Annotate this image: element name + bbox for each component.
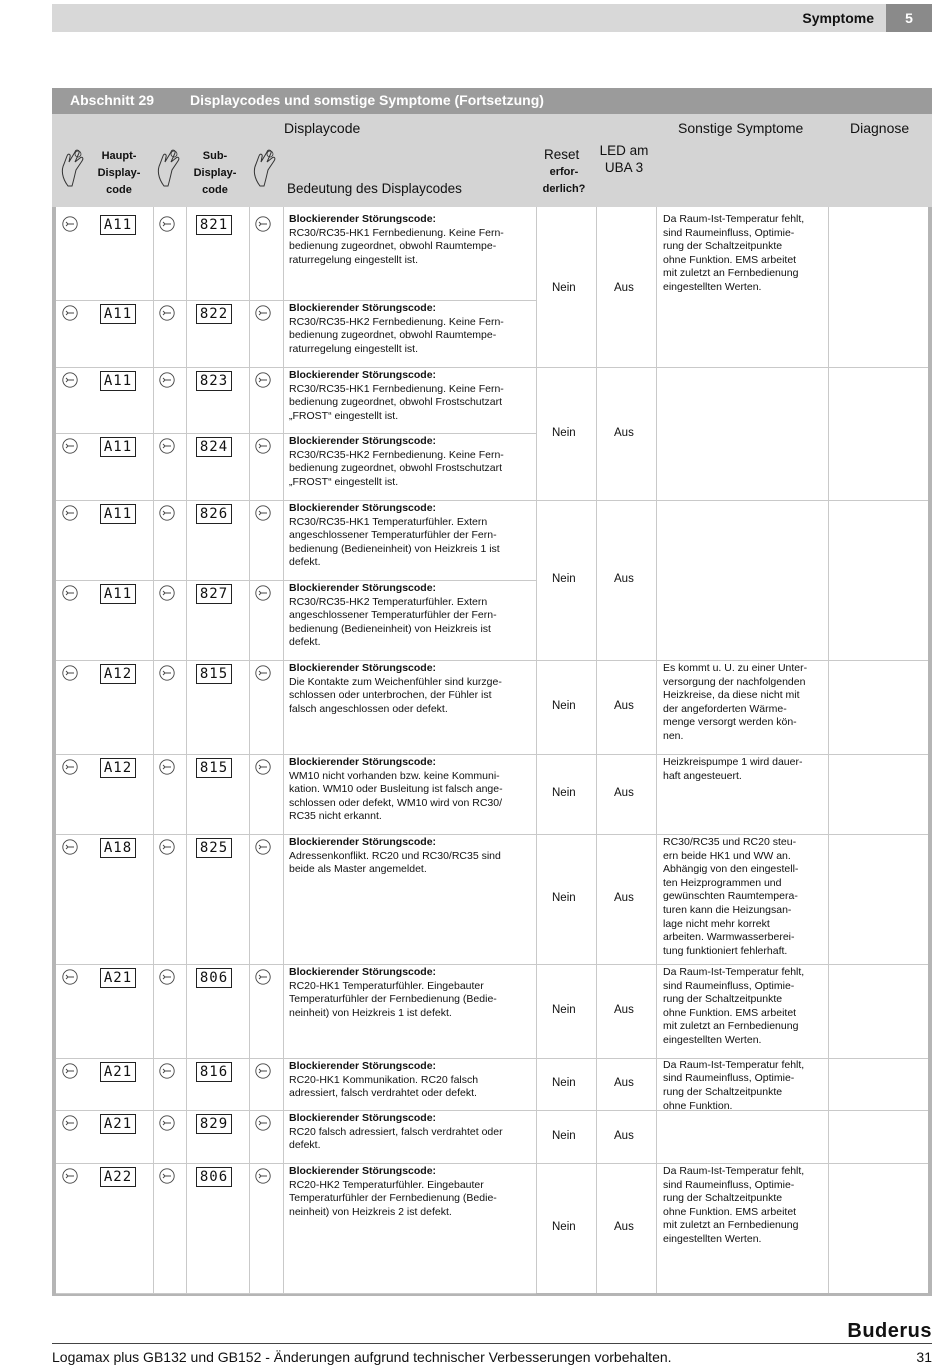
wrench-icon	[159, 1115, 175, 1131]
other-symptoms: Heizkreispumpe 1 wird dauer- haft angesteuert.	[663, 756, 803, 782]
wrench-icon	[62, 372, 78, 388]
reset-required: Nein	[552, 1221, 576, 1233]
wrench-icon	[62, 505, 78, 521]
group-divider	[536, 367, 928, 368]
row-divider	[56, 433, 536, 434]
description-text: RC20-HK2 Temperaturfühler. Eingebauter Temperaturfühler der Fernbedienung (Bedie- neinheit) von Heizkreis 2 ist defekt.	[289, 1178, 497, 1218]
wrench-icon	[62, 305, 78, 321]
led-status: Aus	[614, 1129, 634, 1142]
led-status: Aus	[614, 1077, 634, 1089]
description-text: Adressenkonflikt. RC20 und RC30/RC35 sind beide als Master angemeldet.	[289, 849, 501, 876]
row-divider	[56, 500, 536, 501]
reset-required: Nein	[552, 892, 576, 904]
wrench-icon	[159, 1168, 175, 1184]
row-divider	[56, 660, 536, 661]
row-divider	[56, 367, 536, 368]
row-divider	[56, 1110, 536, 1111]
led-status: Aus	[614, 892, 634, 904]
code-description	[289, 302, 535, 356]
reset-required: Nein	[552, 282, 576, 294]
chapter-number: 5	[886, 4, 932, 32]
description-text: RC30/RC35-HK2 Fernbedienung. Keine Fern- bedienung zugeordnet, obwohl Raumtempe- raturregelung eingestellt ist.	[289, 315, 504, 355]
description-text: RC30/RC35-HK2 Temperaturfühler. Extern angeschlossener Temperaturfühler der Fern- bedienung (Bedieneinheit) von Heizkreis ist defekt.	[289, 595, 497, 649]
code-description	[289, 662, 535, 716]
wrench-icon	[159, 505, 175, 521]
reset-required: Nein	[552, 573, 576, 585]
description-title: Blockierender Störungscode:	[289, 662, 437, 674]
wrench-icon	[62, 1063, 78, 1079]
main-display-code: A11	[100, 215, 136, 235]
wrench-icon	[159, 1063, 175, 1079]
description-title: Blockierender Störungscode:	[289, 756, 437, 768]
group-divider	[536, 834, 928, 835]
section-title: Displaycodes und somstige Symptome (Fortsetzung)	[190, 92, 544, 108]
code-description	[289, 369, 535, 423]
code-description	[289, 582, 535, 650]
description-text: RC20-HK1 Temperaturfühler. Eingebauter Temperaturfühler der Fernbedienung (Bedie- neinheit) von Heizkreis 1 ist defekt.	[289, 979, 497, 1019]
sub-display-code: 815	[196, 664, 232, 684]
description-title: Blockierender Störungscode:	[289, 369, 437, 381]
sub-display-code: 821	[196, 215, 232, 235]
main-display-code: A21	[100, 1062, 136, 1082]
row-divider	[56, 300, 536, 301]
wrench-icon	[159, 665, 175, 681]
group-divider	[536, 1058, 928, 1059]
wrench-icon	[159, 372, 175, 388]
row-divider	[56, 834, 536, 835]
col-haupt: Haupt- Display- code	[97, 150, 141, 196]
wrench-icon	[159, 759, 175, 775]
wrench-icon	[255, 665, 271, 681]
sub-display-code: 827	[196, 584, 232, 604]
led-status: Aus	[614, 1004, 634, 1016]
description-text: WM10 nicht vorhanden bzw. keine Kommuni- kation. WM10 oder Busleitung ist falsch ange- schlossen oder defekt, WM10 wird von RC30/ RC35 nicht erkannt.	[289, 769, 503, 823]
col-reset-sub: erfor- derlich?	[542, 166, 586, 195]
description-text: RC30/RC35-HK1 Fernbedienung. Keine Fern- bedienung zugeordnet, obwohl Frostschutzart „FROST“ eingestellt ist.	[289, 382, 504, 422]
description-title: Blockierender Störungscode:	[289, 1165, 437, 1177]
other-symptoms: Es kommt u. U. zu einer Unter- versorgung der nachfolgenden Heizkreise, da diese nicht mit der angeforderten Wärme- menge versorgt werden kön- nen.	[663, 662, 808, 742]
sub-display-code: 825	[196, 838, 232, 858]
reset-required: Nein	[552, 787, 576, 799]
col-diagnose: Diagnose	[850, 120, 910, 136]
footer-text: Logamax plus GB132 und GB152 - Änderungen aufgrund technischer Verbesserungen vorbehalten.	[52, 1349, 672, 1365]
wrench-icon	[62, 216, 78, 232]
wrench-icon	[255, 372, 271, 388]
col-displaycode: Displaycode	[284, 120, 361, 136]
reset-required: Nein	[552, 1129, 576, 1142]
wrench-icon	[255, 759, 271, 775]
sub-display-code: 826	[196, 504, 232, 524]
wrench-icon	[62, 665, 78, 681]
description-text: RC20-HK1 Kommunikation. RC20 falsch adressiert, falsch verdrahtet oder defekt.	[289, 1073, 479, 1100]
led-status: Aus	[614, 573, 634, 585]
sub-display-code: 806	[196, 968, 232, 988]
code-description	[289, 1112, 535, 1153]
col-bedeutung: Bedeutung des Displaycodes	[287, 181, 462, 196]
group-divider	[536, 660, 928, 661]
code-description	[289, 1060, 535, 1101]
main-display-code: A11	[100, 584, 136, 604]
other-symptoms: Da Raum-Ist-Temperatur fehlt, sind Raumeinfluss, Optimie- rung der Schaltzeitpunkte ohne Funktion. EMS arbeitet mit zuletzt an Fernbedienung eingestellten Werten.	[663, 1165, 805, 1245]
col-sonstige: Sonstige Symptome	[678, 120, 804, 136]
wrench-icon	[255, 438, 271, 454]
sub-display-code: 816	[196, 1062, 232, 1082]
sub-display-code: 829	[196, 1114, 232, 1134]
description-title: Blockierender Störungscode:	[289, 302, 437, 314]
group-divider	[536, 754, 928, 755]
code-description	[289, 836, 535, 877]
description-title: Blockierender Störungscode:	[289, 213, 437, 225]
reset-required: Nein	[552, 1004, 576, 1016]
main-display-code: A11	[100, 504, 136, 524]
other-symptoms: Da Raum-Ist-Temperatur fehlt, sind Raumeinfluss, Optimie- rung der Schaltzeitpunkte ohne Funktion.	[663, 1058, 805, 1112]
other-symptoms: Da Raum-Ist-Temperatur fehlt, sind Raumeinfluss, Optimie- rung der Schaltzeitpunkte ohne Funktion. EMS arbeitet mit zuletzt an Fernbedienung eingestellten Werten.	[663, 213, 805, 293]
wrench-icon	[62, 438, 78, 454]
sub-display-code: 824	[196, 437, 232, 457]
other-symptoms: Da Raum-Ist-Temperatur fehlt, sind Raumeinfluss, Optimie- rung der Schaltzeitpunkte ohne Funktion. EMS arbeitet mit zuletzt an Fernbedienung eingestellten Werten.	[663, 966, 805, 1046]
wrench-icon	[62, 585, 78, 601]
col-led: LED am UBA 3	[599, 143, 649, 175]
wrench-icon	[255, 585, 271, 601]
wrench-icon	[62, 1168, 78, 1184]
wrench-icon	[62, 1115, 78, 1131]
code-description	[289, 1165, 535, 1219]
main-display-code: A21	[100, 1114, 136, 1134]
description-text: RC30/RC35-HK2 Fernbedienung. Keine Fern- bedienung zugeordnet, obwohl Frostschutzart „FROST“ eingestellt ist.	[289, 448, 504, 488]
description-title: Blockierender Störungscode:	[289, 966, 437, 978]
description-title: Blockierender Störungscode:	[289, 1060, 437, 1072]
group-divider	[536, 964, 928, 965]
main-display-code: A18	[100, 838, 136, 858]
row-divider	[56, 754, 536, 755]
main-display-code: A11	[100, 437, 136, 457]
symptom-table	[52, 88, 932, 1296]
sub-display-code: 815	[196, 758, 232, 778]
wrench-icon	[159, 216, 175, 232]
description-title: Blockierender Störungscode:	[289, 836, 437, 848]
row-divider	[56, 964, 536, 965]
code-description	[289, 966, 535, 1020]
sub-display-code: 806	[196, 1167, 232, 1187]
led-status: Aus	[614, 426, 634, 439]
description-text: RC30/RC35-HK1 Temperaturfühler. Extern angeschlossener Temperaturfühler der Fern- bedienung (Bedieneinheit) von Heizkreis 1 ist defekt.	[289, 515, 500, 569]
main-display-code: A21	[100, 968, 136, 988]
col-sub: Sub- Display- code	[193, 150, 237, 196]
wrench-icon	[255, 1115, 271, 1131]
description-title: Blockierender Störungscode:	[289, 435, 437, 447]
sub-display-code: 822	[196, 304, 232, 324]
table-body	[56, 207, 928, 1293]
sub-display-code: 823	[196, 371, 232, 391]
hand-icon	[250, 148, 278, 188]
code-description	[289, 435, 535, 489]
row-divider	[56, 580, 536, 581]
chapter-title: Symptome	[802, 10, 874, 26]
row-divider	[56, 1058, 536, 1059]
description-title: Blockierender Störungscode:	[289, 502, 437, 514]
column-header	[52, 114, 932, 207]
chapter-header	[52, 4, 932, 32]
wrench-icon	[255, 505, 271, 521]
section-header	[52, 88, 932, 114]
wrench-icon	[159, 585, 175, 601]
led-status: Aus	[614, 787, 634, 799]
other-symptoms: RC30/RC35 und RC20 steu- ern beide HK1 und WW an. Abhängig von den eingestell- ten Heizprogrammen und gewünschten Raumtempera- turen kann die Heizungsan- lage nicht mehr korrekt arbeiten. Warmwasserberei- tung funktioniert fehlerhaft.	[663, 836, 799, 957]
wrench-icon	[255, 1168, 271, 1184]
brand-logo: Buderus	[847, 1320, 932, 1342]
description-text: RC30/RC35-HK1 Fernbedienung. Keine Fern- bedienung zugeordnet, obwohl Raumtempe- raturregelung eingestellt ist.	[289, 226, 504, 266]
wrench-icon	[159, 839, 175, 855]
reset-required: Nein	[552, 1077, 576, 1089]
section-label: Abschnitt 29	[70, 92, 155, 108]
main-display-code: A12	[100, 758, 136, 778]
row-divider	[56, 1293, 536, 1294]
hand-icon	[154, 148, 182, 188]
reset-required: Nein	[552, 700, 576, 712]
wrench-icon	[62, 759, 78, 775]
wrench-icon	[255, 839, 271, 855]
group-divider	[536, 1163, 928, 1164]
col-reset: Reset	[544, 147, 580, 162]
group-divider	[536, 500, 928, 501]
wrench-icon	[62, 969, 78, 985]
main-display-code: A11	[100, 304, 136, 324]
led-status: Aus	[614, 1221, 634, 1233]
description-text: RC20 falsch adressiert, falsch verdrahtet oder defekt.	[289, 1125, 503, 1152]
reset-required: Nein	[552, 426, 576, 439]
footer-divider	[52, 1343, 932, 1344]
wrench-icon	[255, 969, 271, 985]
description-text: Die Kontakte zum Weichenfühler sind kurzge- schlossen oder unterbrochen, der Fühler ist falsch angeschlossen oder defekt.	[289, 675, 502, 715]
group-divider	[536, 1110, 928, 1111]
code-description	[289, 213, 535, 267]
wrench-icon	[255, 1063, 271, 1079]
wrench-icon	[255, 216, 271, 232]
description-title: Blockierender Störungscode:	[289, 582, 437, 594]
led-status: Aus	[614, 282, 634, 294]
main-display-code: A11	[100, 371, 136, 391]
wrench-icon	[159, 438, 175, 454]
code-description	[289, 502, 535, 570]
description-title: Blockierender Störungscode:	[289, 1112, 437, 1124]
row-divider	[56, 1163, 536, 1164]
hand-icon	[58, 148, 86, 188]
main-display-code: A22	[100, 1167, 136, 1187]
wrench-icon	[62, 839, 78, 855]
led-status: Aus	[614, 700, 634, 712]
wrench-icon	[159, 305, 175, 321]
code-description	[289, 756, 535, 824]
page-number: 31	[916, 1349, 932, 1365]
wrench-icon	[255, 305, 271, 321]
main-display-code: A12	[100, 664, 136, 684]
wrench-icon	[159, 969, 175, 985]
